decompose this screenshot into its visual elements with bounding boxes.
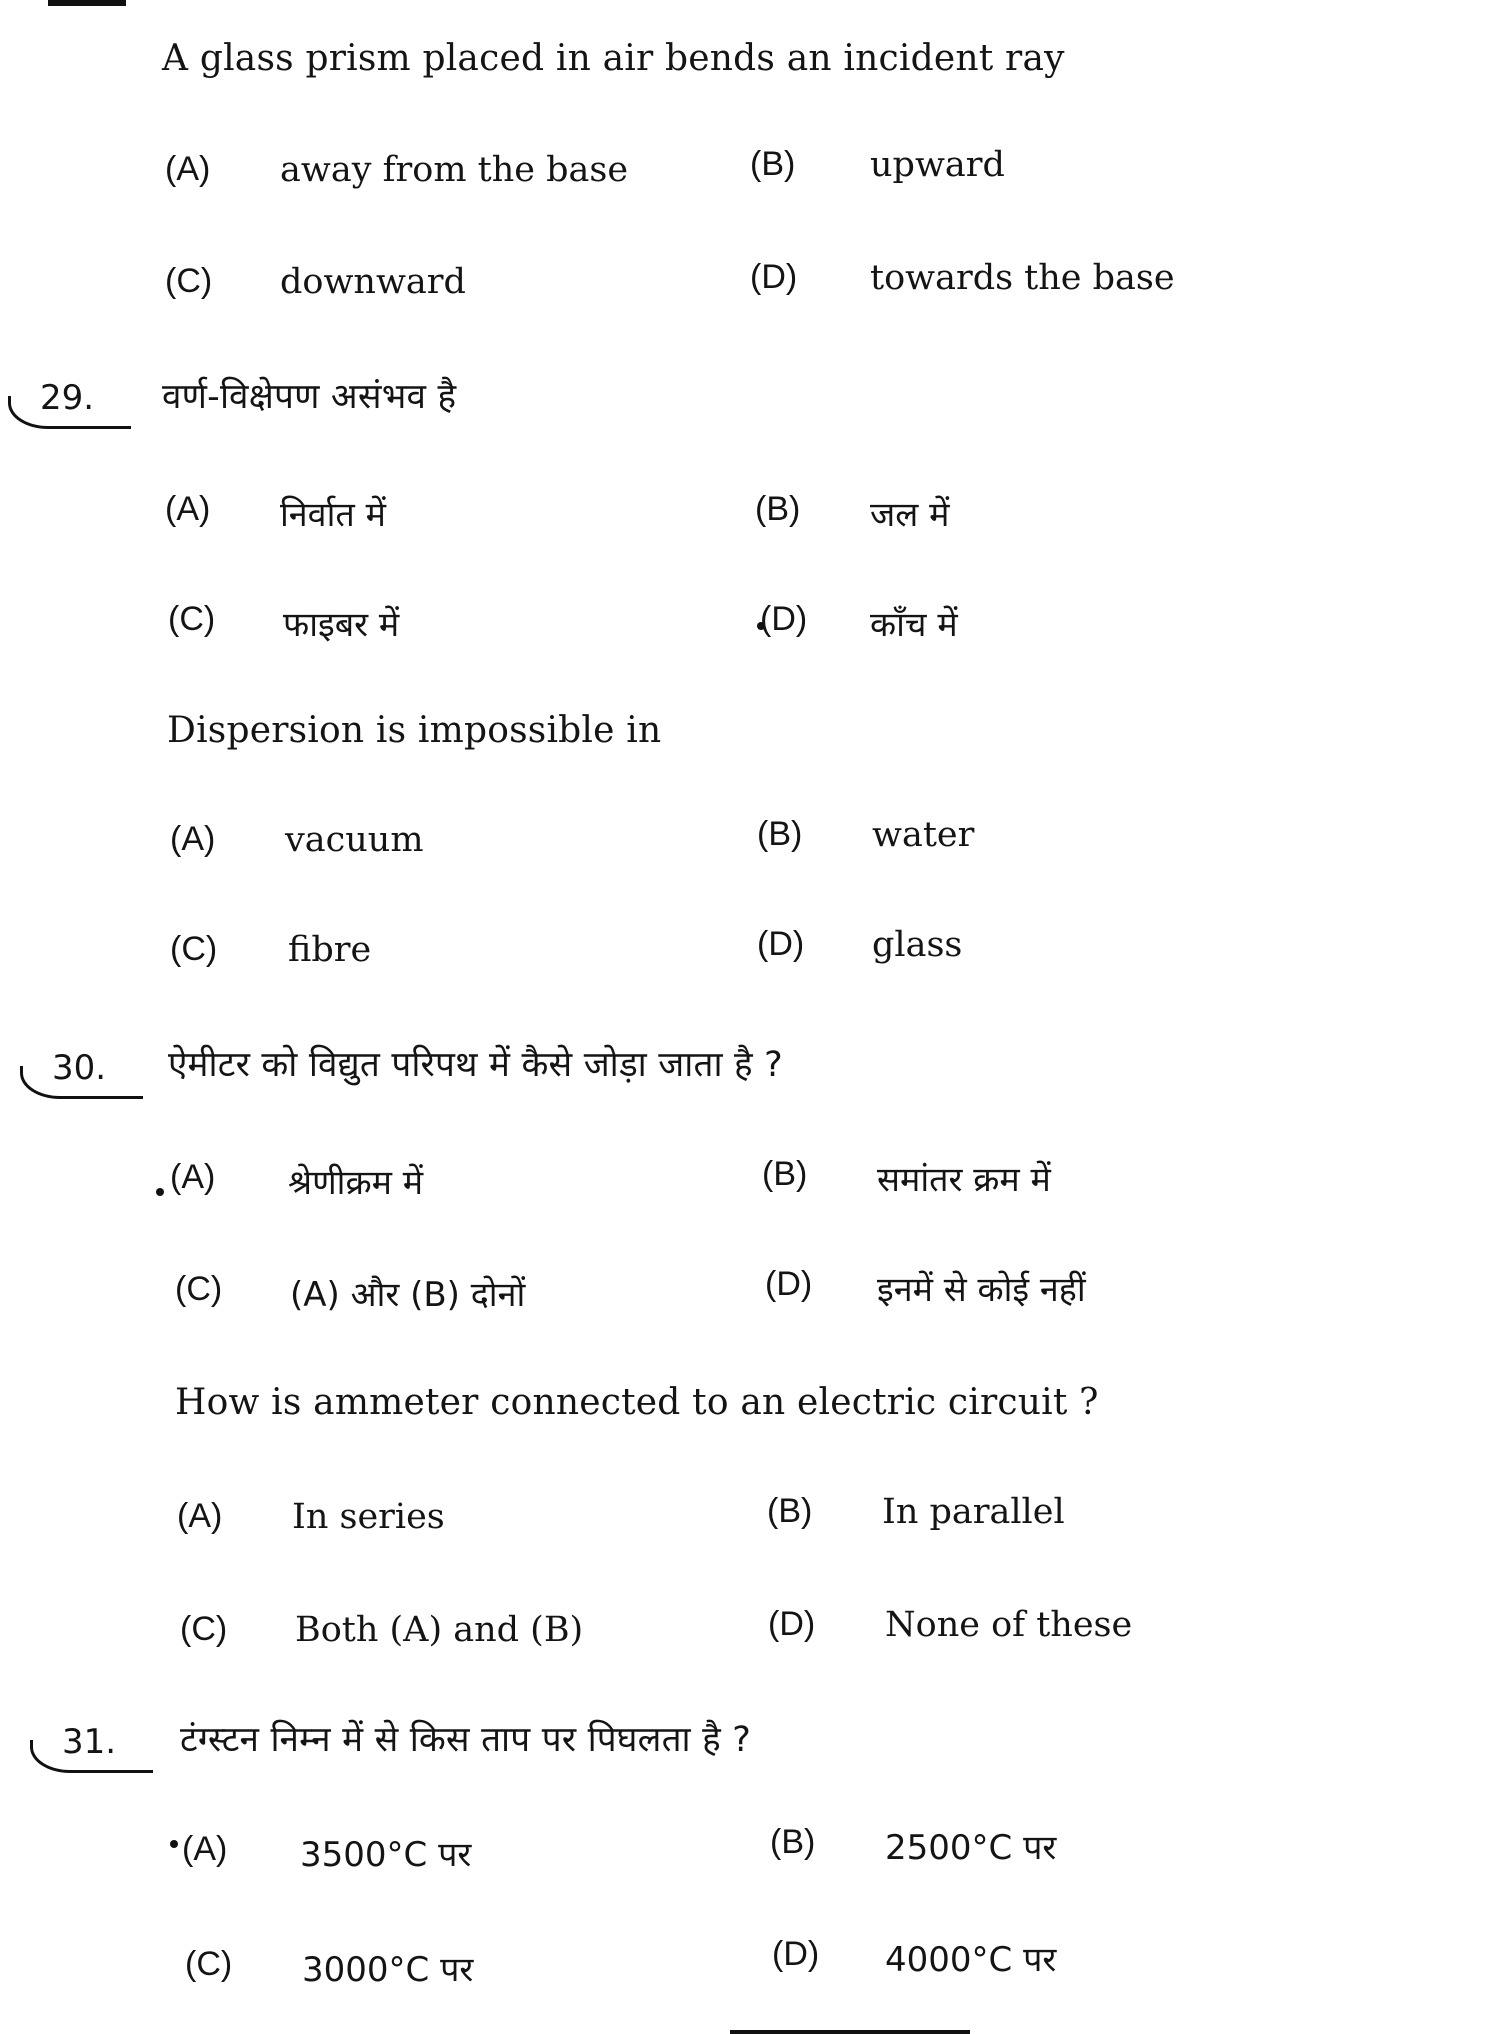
pen-mark-icon (8, 396, 131, 429)
answer-mark-icon (170, 1840, 178, 1848)
option-label: (A) (182, 1830, 228, 1868)
option-label: (A) (170, 1158, 216, 1196)
answer-mark-icon (156, 1188, 164, 1196)
pen-mark-icon (20, 1066, 143, 1099)
option-label: (D) (760, 600, 808, 638)
option-text: इनमें से कोई नहीं (877, 1270, 1086, 1310)
option-label: (B) (750, 145, 796, 183)
option-label: (D) (765, 1265, 813, 1303)
question-30-number: 30. (52, 1048, 106, 1088)
option-label: (A) (170, 820, 216, 858)
option-label: (D) (768, 1605, 816, 1643)
option-label: (A) (177, 1497, 223, 1535)
option-label: (B) (770, 1823, 816, 1861)
option-text: towards the base (870, 258, 1175, 298)
option-text: जल में (870, 495, 950, 535)
option-text: निर्वात में (280, 495, 386, 535)
option-text: away from the base (280, 150, 629, 190)
option-label: (A) (165, 490, 211, 528)
option-text: 4000°C पर (885, 1940, 1057, 1980)
top-edge-mark (48, 0, 126, 6)
option-text: vacuum (285, 820, 424, 860)
option-label: (D) (772, 1935, 820, 1973)
option-label: (C) (180, 1610, 228, 1648)
option-text: 2500°C पर (885, 1828, 1057, 1868)
option-label: (B) (767, 1492, 813, 1530)
option-text: fibre (288, 930, 372, 970)
option-text: water (872, 815, 975, 855)
option-text: 3000°C पर (302, 1950, 474, 1990)
option-text: glass (872, 925, 963, 965)
question-29-stem-hi: वर्ण-विक्षेपण असंभव है (162, 377, 457, 417)
option-text: None of these (885, 1605, 1133, 1645)
option-text: downward (280, 262, 466, 302)
option-label: (D) (750, 258, 798, 296)
option-label: (B) (762, 1155, 808, 1193)
option-label: (C) (170, 930, 218, 968)
option-text: upward (870, 145, 1005, 185)
option-label: (C) (185, 1945, 233, 1983)
question-30-stem-hi: ऐमीटर को विद्युत परिपथ में कैसे जोड़ा जाता है ? (168, 1045, 783, 1085)
option-text: 3500°C पर (300, 1835, 472, 1875)
option-text: In parallel (882, 1492, 1065, 1532)
option-label: (C) (175, 1270, 223, 1308)
option-text: फाइबर में (283, 605, 400, 645)
question-30-stem-en: How is ammeter connected to an electric circuit ? (175, 1382, 1099, 1423)
option-label: (A) (165, 150, 211, 188)
option-text: Both (A) and (B) (295, 1610, 584, 1650)
question-31-stem-hi: टंग्स्टन निम्न में से किस ताप पर पिघलता है ? (180, 1720, 752, 1760)
option-text: समांतर क्रम में (877, 1160, 1051, 1200)
option-text: काँच में (870, 605, 958, 645)
pen-mark-icon (30, 1740, 153, 1773)
option-label: (B) (755, 490, 801, 528)
question-31-number: 31. (62, 1722, 116, 1762)
option-label: (D) (757, 925, 805, 963)
option-label: (B) (757, 815, 803, 853)
bottom-rule (730, 2030, 970, 2034)
option-text: श्रेणीक्रम में (288, 1163, 424, 1203)
option-text: In series (292, 1497, 445, 1537)
question-29-stem-en: Dispersion is impossible in (167, 710, 662, 751)
question-28-stem-en: A glass prism placed in air bends an incident ray (162, 38, 1065, 79)
option-text: (A) और (B) दोनों (290, 1275, 526, 1315)
question-29-number: 29. (40, 378, 94, 418)
option-label: (C) (165, 262, 213, 300)
option-label: (C) (168, 600, 216, 638)
